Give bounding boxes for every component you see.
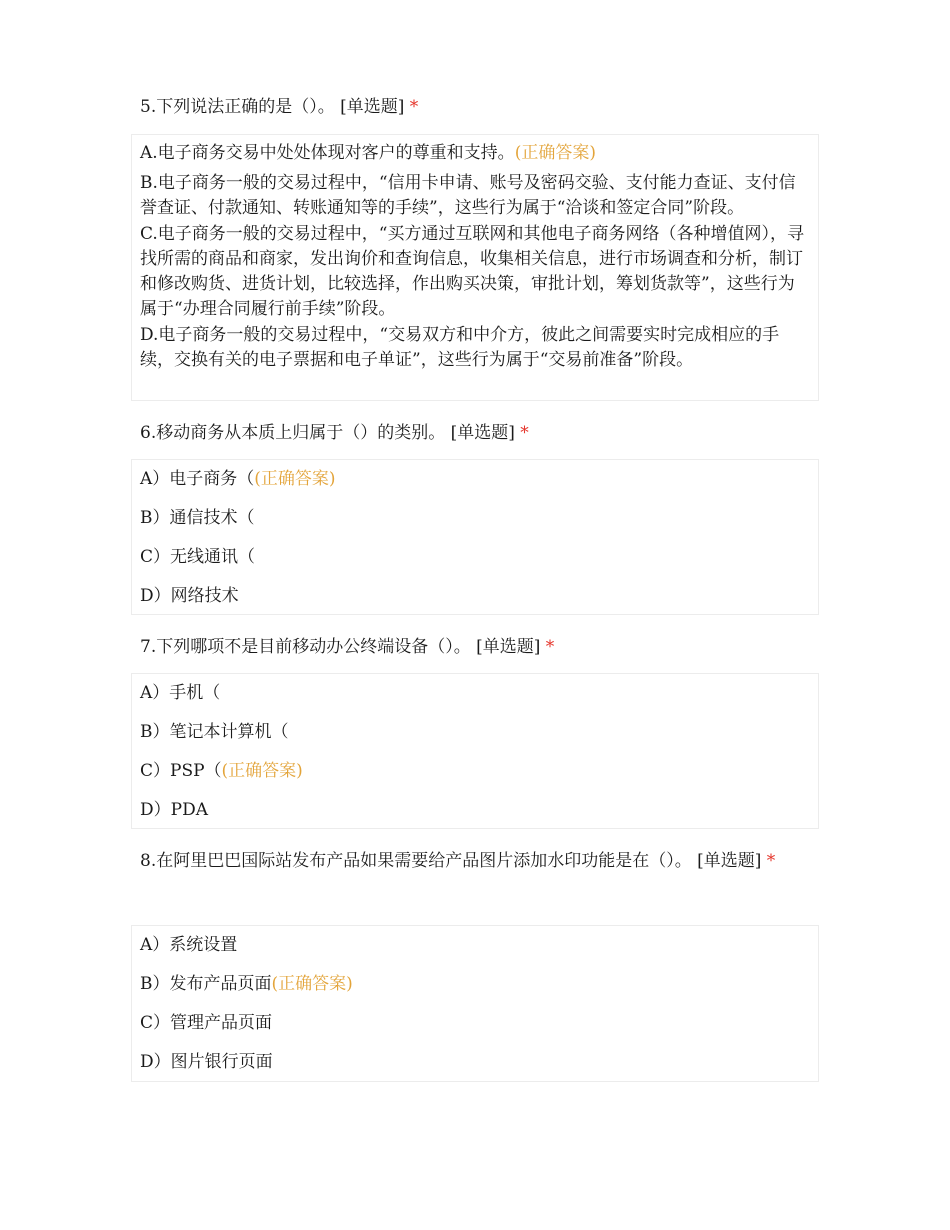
correct-answer-mark: (正确答案) — [514, 143, 596, 163]
options-box — [131, 925, 819, 1082]
option-b[interactable] — [140, 499, 810, 538]
options-box — [131, 459, 819, 615]
option-text: B.电子商务一般的交易过程中，“信用卡申请、账号及密码交验、支付能力查证、支付信誉查证、付款通知、转账通知等的手续”，这些行为属于“洽谈和签定合同”阶段。 — [140, 173, 796, 218]
required-asterisk: * — [409, 97, 419, 117]
question-text: 5.下列说法正确的是（）。 [单选题] — [140, 97, 405, 117]
options-box — [131, 673, 819, 829]
option-text: D）图片银行页面 — [140, 1052, 273, 1072]
option-d[interactable] — [140, 1043, 810, 1082]
required-asterisk: * — [520, 423, 529, 443]
option-text: C）PSP（ — [140, 761, 222, 781]
option-a[interactable] — [140, 460, 810, 499]
option-text: C）管理产品页面 — [140, 1013, 273, 1033]
option-text: A）电子商务（ — [140, 469, 255, 489]
option-a[interactable] — [140, 674, 810, 713]
option-a[interactable] — [140, 141, 810, 166]
option-text: D）PDA — [140, 800, 208, 820]
option-text: B）笔记本计算机（ — [140, 722, 289, 742]
option-b[interactable] — [140, 171, 810, 221]
option-text: B）通信技术（ — [140, 508, 255, 528]
correct-answer-mark: (正确答案) — [221, 761, 303, 781]
option-text: D.电子商务一般的交易过程中，“交易双方和中介方，彼此之间需要实时完成相应的手续，交换有关的电子票据和电子单证”，这些行为属于“交易前准备”阶段。 — [140, 325, 780, 370]
question-text: 6.移动商务从本质上归属于（）的类别。 [单选题] — [140, 423, 515, 443]
option-c[interactable] — [140, 1004, 810, 1043]
question-title — [140, 628, 810, 666]
required-asterisk: * — [545, 637, 555, 657]
option-b[interactable] — [140, 965, 810, 1004]
option-text: A）系统设置 — [140, 935, 238, 955]
question-text: 8.在阿里巴巴国际站发布产品如果需要给产品图片添加水印功能是在（）。 [单选题] — [140, 851, 762, 871]
option-text: D）网络技术 — [140, 586, 239, 606]
option-b[interactable] — [140, 713, 810, 752]
option-a[interactable] — [140, 926, 810, 965]
question-title — [140, 88, 810, 126]
option-c[interactable] — [140, 752, 810, 791]
options-box — [131, 134, 819, 401]
required-asterisk: * — [766, 851, 776, 871]
option-c[interactable] — [140, 222, 810, 322]
option-d[interactable] — [140, 577, 810, 616]
option-text: A）手机（ — [140, 683, 221, 703]
question-title — [140, 842, 810, 880]
option-text: C.电子商务一般的交易过程中，“买方通过互联网和其他电子商务网络（各种增值网），寻找所需的商品和商家，发出询价和查询信息，收集相关信息，进行市场调查和分析，制订和修改购货、进货计划，比较选择，作出购买决策，审批计划，筹划货款等”，这些行为属于“办理合同履行前手续”阶段。 — [140, 224, 804, 319]
option-text: C）无线通讯（ — [140, 547, 256, 567]
option-d[interactable] — [140, 323, 810, 373]
option-text: A.电子商务交易中处处体现对客户的尊重和支持。 — [140, 143, 515, 163]
option-text: B）发布产品页面 — [140, 974, 272, 994]
question-title — [140, 414, 810, 452]
correct-answer-mark: (正确答案) — [271, 974, 353, 994]
question-text: 7.下列哪项不是目前移动办公终端设备（）。 [单选题] — [140, 637, 541, 657]
option-d[interactable] — [140, 791, 810, 830]
option-c[interactable] — [140, 538, 810, 577]
correct-answer-mark: (正确答案) — [254, 469, 336, 489]
